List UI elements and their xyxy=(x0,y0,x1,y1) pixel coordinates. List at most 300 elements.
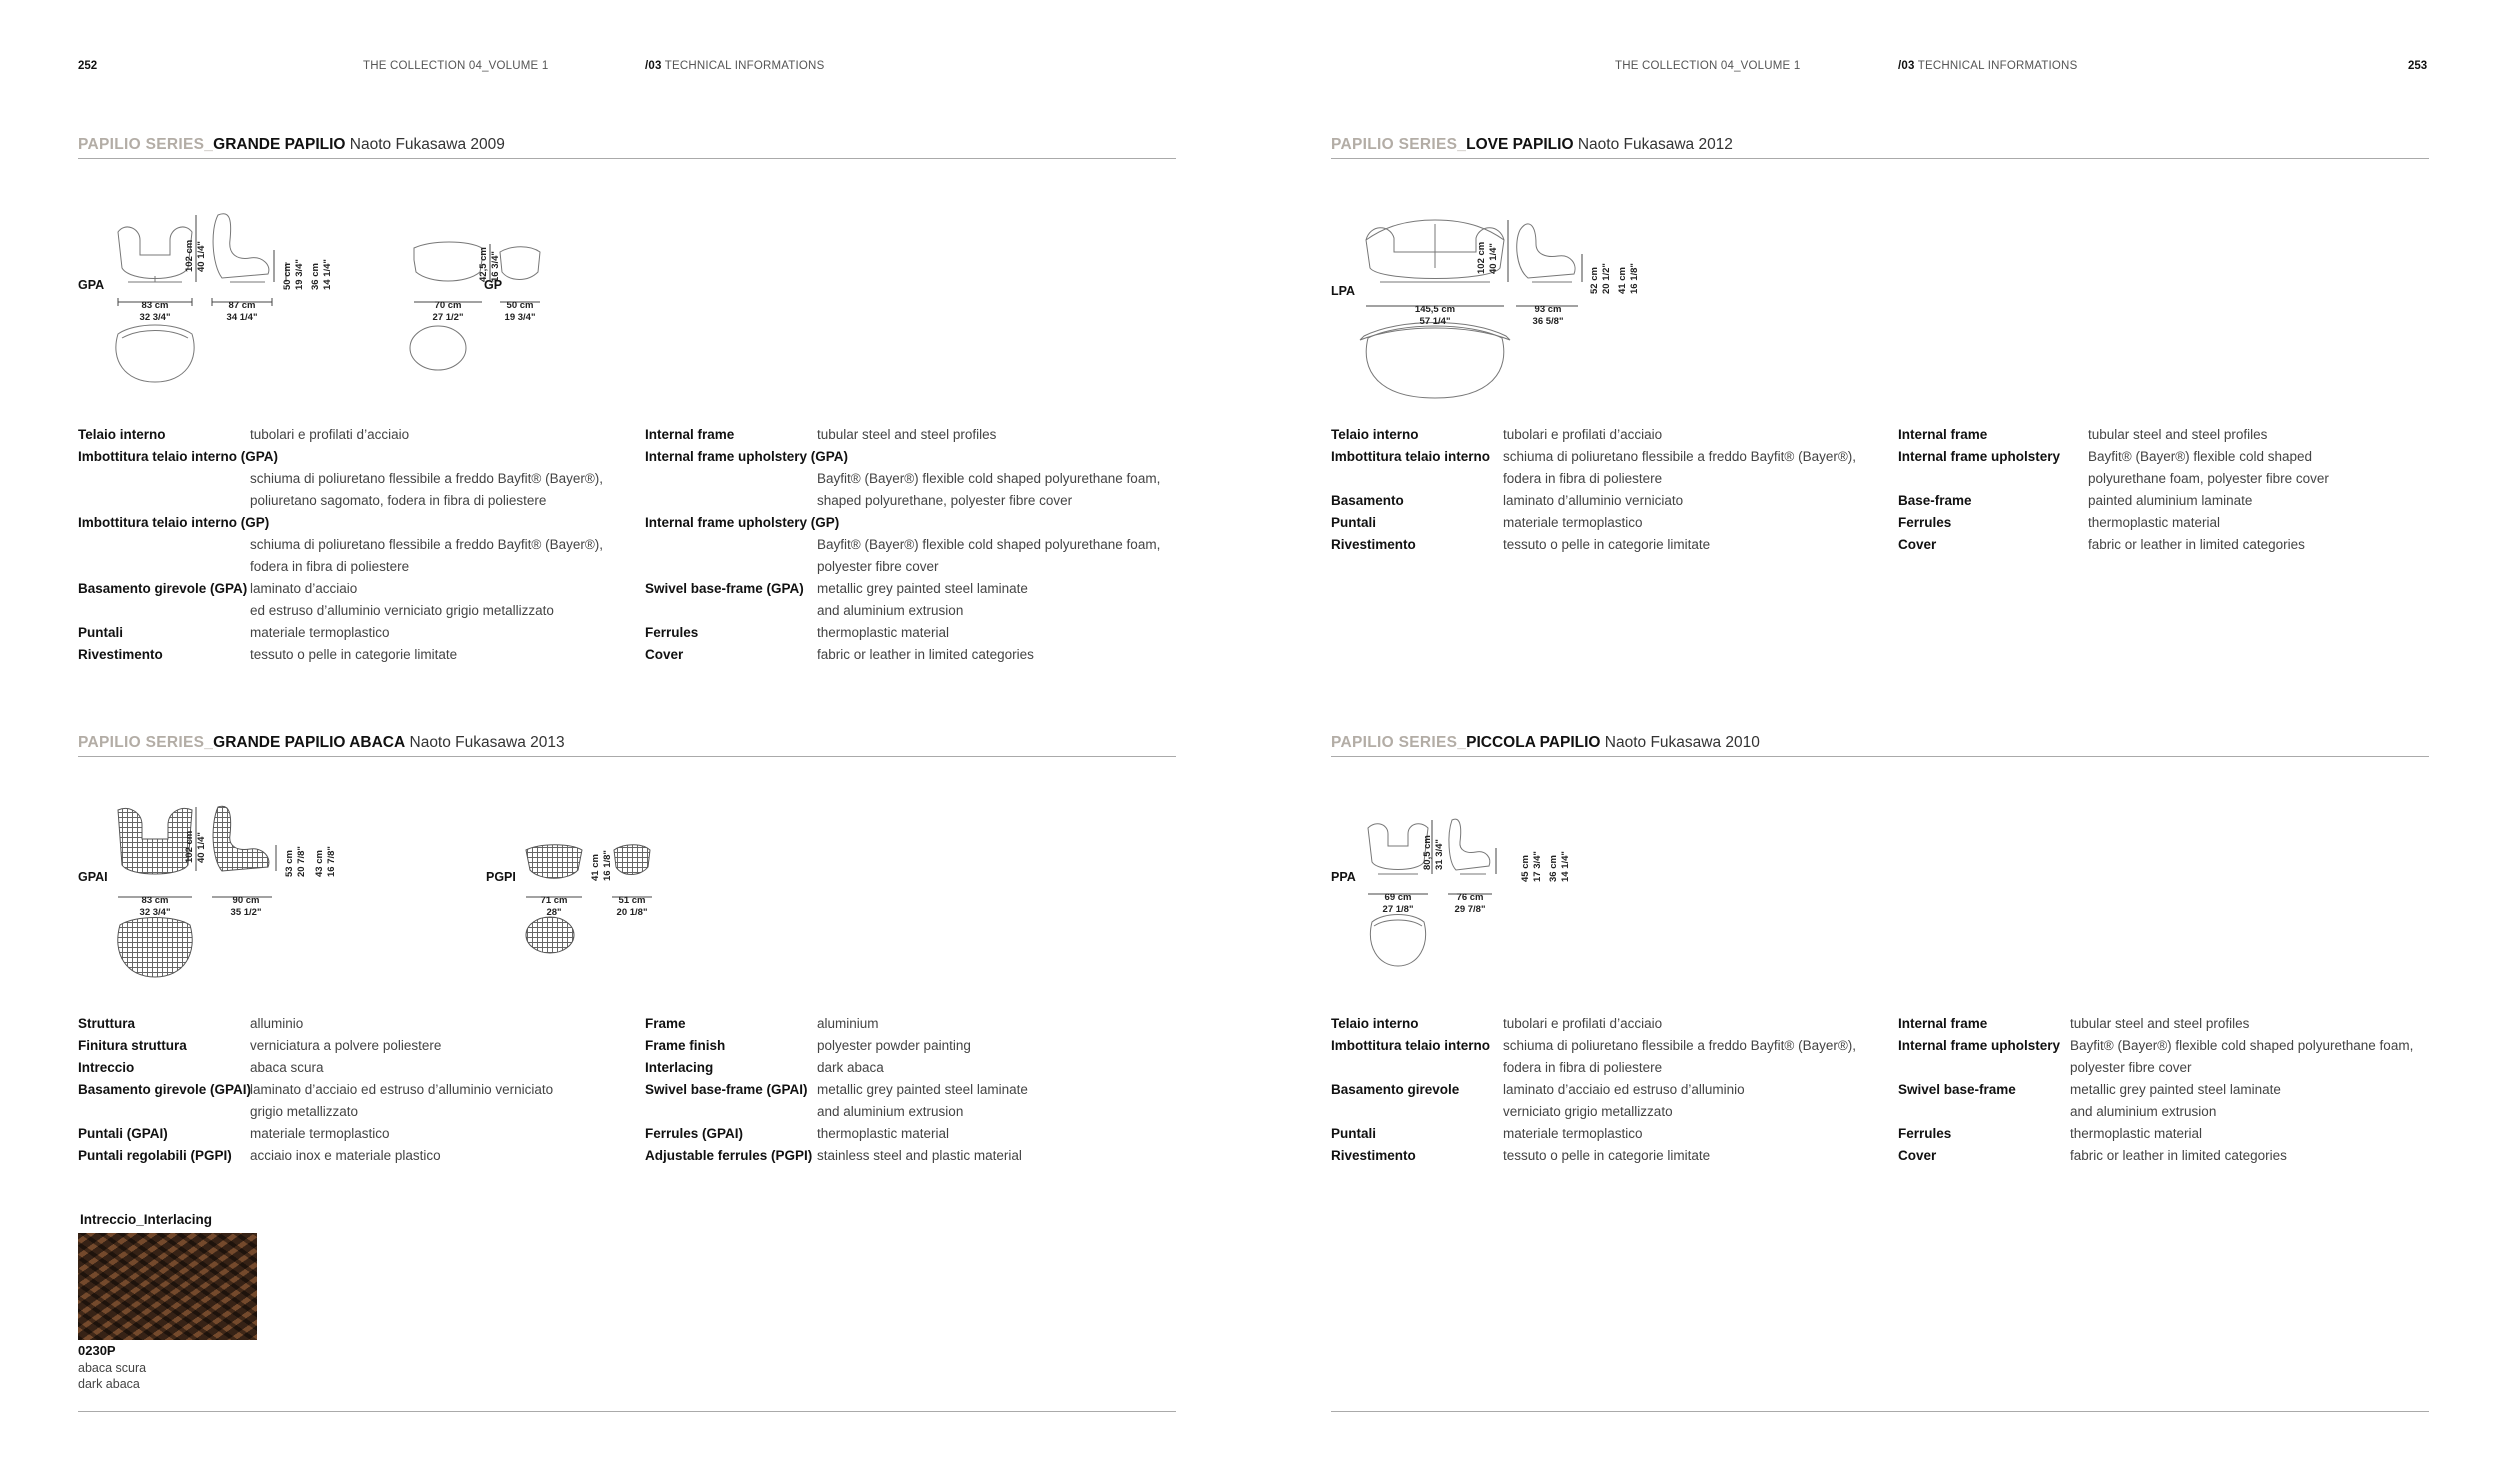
spec-label: Swivel base-frame (GPAI) xyxy=(645,1082,808,1097)
spec-label: Struttura xyxy=(78,1016,135,1031)
spec-row xyxy=(78,424,603,446)
ppa-depth: 76 cm xyxy=(1456,892,1484,903)
spec-row xyxy=(1331,490,1856,512)
collection-title-right: THE COLLECTION 04_VOLUME 1 xyxy=(1615,60,1801,72)
spec-label xyxy=(1898,1057,2070,1079)
spec-label: Puntali xyxy=(1331,515,1377,530)
spec-value: fabric or leather in limited categories xyxy=(2070,1148,2287,1163)
spec-value: and aluminium extrusion xyxy=(2070,1104,2217,1119)
spec-label: Rivestimento xyxy=(1331,1148,1416,1163)
spec-label: Frame xyxy=(645,1016,686,1031)
spec-label xyxy=(645,534,817,556)
gpa-side-view xyxy=(213,214,269,278)
spec-value: verniciatura a polvere poliestere xyxy=(250,1038,442,1053)
spec-value: dark abaca xyxy=(817,1060,884,1075)
ppa-width: 69 cm xyxy=(1384,892,1412,903)
spec-row xyxy=(1331,1035,1856,1057)
spec-value: Bayfit® (Bayer®) flexible cold shaped xyxy=(2088,449,2312,464)
spec-value: polyester fibre cover xyxy=(817,559,939,574)
gp-height: 42,5 cm xyxy=(478,247,489,282)
spec-label: Ferrules xyxy=(645,625,699,640)
spec-value: tessuto o pelle in categorie limitate xyxy=(250,647,458,662)
gpai-depth-in: 35 1/2" xyxy=(230,907,262,918)
spec-label: Intreccio xyxy=(78,1060,135,1075)
spec-row xyxy=(78,512,603,534)
spec-label xyxy=(78,490,250,512)
gpai-seat-height-in: 20 7/8" xyxy=(296,846,307,877)
spec-row xyxy=(78,1123,553,1145)
collection-title-left: THE COLLECTION 04_VOLUME 1 xyxy=(363,60,549,72)
spec-table-it-abaca xyxy=(78,1013,553,1167)
spec-row xyxy=(645,534,1160,556)
gpa-top-view xyxy=(116,325,194,382)
spec-value: verniciato grigio metallizzato xyxy=(1503,1104,1673,1119)
spec-value: tessuto o pelle in categorie limitate xyxy=(1503,537,1711,552)
spec-value: materiale termoplastico xyxy=(250,625,390,640)
spec-label: Telaio interno xyxy=(1331,1016,1419,1031)
spec-value: abaca scura xyxy=(250,1060,324,1075)
spec-row xyxy=(1331,1145,1856,1167)
model-code-gpai: GPAI xyxy=(78,870,108,884)
spec-value: polyester powder painting xyxy=(817,1038,971,1053)
spec-row xyxy=(645,1145,1028,1167)
spec-value: tubular steel and steel profiles xyxy=(2070,1016,2250,1031)
product-name: LOVE PAPILIO xyxy=(1466,136,1574,153)
gpa-arm-height: 36 cm xyxy=(310,263,321,290)
spec-row xyxy=(78,468,603,490)
spec-row xyxy=(1898,490,2329,512)
spec-label: Ferrules xyxy=(1898,515,1952,530)
gpai-depth: 90 cm xyxy=(232,895,260,906)
spec-value: tubolari e profilati d’acciaio xyxy=(250,427,410,442)
gpai-height: 102 cm xyxy=(184,830,195,863)
spec-label: Swivel base-frame xyxy=(1898,1082,2016,1097)
lpa-height-in: 40 1/4" xyxy=(1488,243,1499,274)
gp-width: 70 cm xyxy=(434,300,462,311)
swatch-desc-it: abaca scura xyxy=(78,1361,147,1375)
spec-row xyxy=(1898,1079,2413,1101)
spec-row xyxy=(1898,1145,2413,1167)
spec-row xyxy=(1898,1123,2413,1145)
spec-table-en-love-papilio xyxy=(1898,424,2329,556)
spec-value: polyester fibre cover xyxy=(2070,1060,2192,1075)
spec-row xyxy=(78,644,603,666)
gp-front-view xyxy=(414,242,482,260)
spec-row xyxy=(1331,424,1856,446)
spec-row xyxy=(1331,1013,1856,1035)
ppa-width-in: 27 1/8" xyxy=(1382,904,1414,915)
chapter-title-left xyxy=(645,60,824,72)
spec-label: Ferrules (GPAI) xyxy=(645,1126,744,1141)
spec-label xyxy=(1898,1101,2070,1123)
spec-row xyxy=(1898,1035,2413,1057)
swatch-section-title: Intreccio_Interlacing xyxy=(80,1212,213,1227)
spec-value: schiuma di poliuretano flessibile a freddo Bayfit® (Bayer®), xyxy=(250,471,604,486)
section-title-grande-papilio-abaca xyxy=(78,734,565,752)
product-name: GRANDE PAPILIO ABACA xyxy=(213,734,406,751)
spec-label: Internal frame upholstery (GPA) xyxy=(645,449,849,464)
spec-value: schiuma di poliuretano flessibile a freddo Bayfit® (Bayer®), xyxy=(250,537,604,552)
spec-value: and aluminium extrusion xyxy=(817,1104,964,1119)
ppa-seat-height: 45 cm xyxy=(1520,855,1531,882)
chapter-name: TECHNICAL INFORMATIONS xyxy=(664,60,825,72)
gpa-height-in: 40 1/4" xyxy=(196,241,207,272)
designer-year: Naoto Fukasawa 2009 xyxy=(349,136,505,153)
pgpi-top-view xyxy=(526,917,574,953)
swatch-description xyxy=(78,1360,146,1392)
spec-label: Telaio interno xyxy=(78,427,166,442)
spec-label: Rivestimento xyxy=(78,647,163,662)
spec-row xyxy=(78,1101,553,1123)
gpai-height-in: 40 1/4" xyxy=(196,832,207,863)
spec-row xyxy=(645,468,1160,490)
section-divider xyxy=(1331,158,2429,159)
ppa-seat-height-in: 17 3/4" xyxy=(1532,851,1543,882)
spec-table-en-grande-papilio xyxy=(645,424,1160,666)
spec-value: ed estruso d’alluminio verniciato grigio metallizzato xyxy=(250,603,554,618)
section-divider xyxy=(1331,756,2429,757)
spec-row xyxy=(1898,468,2329,490)
section-divider xyxy=(78,158,1176,159)
swatch-desc-en: dark abaca xyxy=(78,1377,140,1391)
spec-label xyxy=(645,556,817,578)
spec-row xyxy=(78,1013,553,1035)
spec-value: thermoplastic material xyxy=(817,1126,950,1141)
spec-label: Ferrules xyxy=(1898,1126,1952,1141)
spec-label: Internal frame xyxy=(1898,427,1988,442)
designer-year: Naoto Fukasawa 2010 xyxy=(1604,734,1760,751)
gp-top-view xyxy=(410,326,466,370)
swatch-dark-abaca xyxy=(78,1233,257,1340)
love-papilio-drawing xyxy=(1360,210,1660,400)
spec-row xyxy=(645,1079,1028,1101)
spec-value: materiale termoplastico xyxy=(1503,1126,1643,1141)
lpa-top-view xyxy=(1366,326,1504,398)
spec-row xyxy=(1898,512,2329,534)
spec-row xyxy=(645,1057,1028,1079)
spec-row xyxy=(1331,1101,1856,1123)
product-name: PICCOLA PAPILIO xyxy=(1466,734,1601,751)
spec-row xyxy=(78,1057,553,1079)
spec-label: Adjustable ferrules (PGPI) xyxy=(645,1148,813,1163)
spec-label xyxy=(645,490,817,512)
grande-papilio-drawing xyxy=(100,210,560,385)
spec-table-it-love-papilio xyxy=(1331,424,1856,556)
spec-row xyxy=(78,1079,553,1101)
spec-row xyxy=(1331,512,1856,534)
gpai-side-view xyxy=(213,806,269,871)
spec-table-it-grande-papilio xyxy=(78,424,603,666)
gp-height-in: 16 3/4" xyxy=(490,251,501,282)
spec-label: Puntali xyxy=(1331,1126,1377,1141)
lpa-side-view xyxy=(1517,224,1575,278)
spec-value: thermoplastic material xyxy=(817,625,950,640)
spec-value: Bayfit® (Bayer®) flexible cold shaped polyurethane foam, xyxy=(2070,1038,2414,1053)
ppa-side-view xyxy=(1449,819,1490,870)
spec-value: tubular steel and steel profiles xyxy=(817,427,997,442)
spec-row xyxy=(645,578,1160,600)
spec-row xyxy=(1331,1057,1856,1079)
spec-value: schiuma di poliuretano flessibile a freddo Bayfit® (Bayer®), xyxy=(1503,1038,1857,1053)
spec-value: grigio metallizzato xyxy=(250,1104,359,1119)
swatch-code: 0230P xyxy=(78,1343,116,1358)
series-label: PAPILIO SERIES_ xyxy=(1331,136,1467,153)
spec-label: Imbottitura telaio interno (GPA) xyxy=(78,449,278,464)
pgpi-front-view xyxy=(526,845,582,879)
spec-value: metallic grey painted steel laminate xyxy=(817,581,1028,596)
spec-label xyxy=(645,600,817,622)
spec-row xyxy=(645,600,1160,622)
spec-label: Imbottitura telaio interno (GP) xyxy=(78,515,270,530)
ppa-height-in: 31 3/4" xyxy=(1434,839,1445,870)
section-title-piccola-papilio xyxy=(1331,734,1760,752)
spec-row xyxy=(78,490,603,512)
spec-table-it-piccola-papilio xyxy=(1331,1013,1856,1167)
spec-row xyxy=(1898,446,2329,468)
spec-row xyxy=(78,600,603,622)
spec-label: Internal frame xyxy=(645,427,735,442)
spec-value: tubolari e profilati d’acciaio xyxy=(1503,1016,1663,1031)
spec-row xyxy=(645,556,1160,578)
spec-value: and aluminium extrusion xyxy=(817,603,964,618)
lpa-width-in: 57 1/4" xyxy=(1419,316,1451,327)
spec-table-en-piccola-papilio xyxy=(1898,1013,2413,1167)
spec-row xyxy=(78,446,603,468)
spec-value: metallic grey painted steel laminate xyxy=(2070,1082,2281,1097)
spec-row xyxy=(645,1013,1028,1035)
spec-value: painted aluminium laminate xyxy=(2088,493,2253,508)
gpai-width: 83 cm xyxy=(141,895,169,906)
spec-row xyxy=(78,1145,553,1167)
gpa-seat-height-in: 19 3/4" xyxy=(294,259,305,290)
lpa-depth: 93 cm xyxy=(1534,304,1562,315)
spec-label: Puntali xyxy=(78,625,124,640)
spec-value: thermoplastic material xyxy=(2088,515,2221,530)
ppa-top-view xyxy=(1370,915,1425,967)
pgpi-height: 41 cm xyxy=(590,854,601,881)
gpai-top-view xyxy=(118,918,192,978)
spec-label xyxy=(78,556,250,578)
spec-label: Imbottitura telaio interno xyxy=(1331,449,1491,464)
spec-value: fabric or leather in limited categories xyxy=(2088,537,2305,552)
pgpi-width-in: 28" xyxy=(546,907,562,918)
spec-value: tubular steel and steel profiles xyxy=(2088,427,2268,442)
spec-value: poliuretano sagomato, fodera in fibra di poliestere xyxy=(250,493,547,508)
lpa-depth-in: 36 5/8" xyxy=(1532,316,1564,327)
spec-label: Finitura struttura xyxy=(78,1038,187,1053)
spec-value: metallic grey painted steel laminate xyxy=(817,1082,1028,1097)
gpa-depth: 87 cm xyxy=(228,300,256,311)
spec-row xyxy=(1898,534,2329,556)
section-title-grande-papilio xyxy=(78,136,505,154)
spec-label xyxy=(645,1101,817,1123)
spec-label: Internal frame upholstery xyxy=(1898,1038,2061,1053)
spec-row xyxy=(1898,1013,2413,1035)
spec-row xyxy=(1331,1079,1856,1101)
spec-label xyxy=(1331,468,1503,490)
spec-label: Internal frame upholstery (GP) xyxy=(645,515,840,530)
pgpi-height-in: 16 1/8" xyxy=(602,850,613,881)
spec-row xyxy=(78,534,603,556)
spec-value: acciaio inox e materiale plastico xyxy=(250,1148,441,1163)
spec-value: stainless steel and plastic material xyxy=(817,1148,1022,1163)
spec-row xyxy=(645,1035,1028,1057)
spec-row xyxy=(78,556,603,578)
spec-row xyxy=(645,512,1160,534)
gpa-depth-in: 34 1/4" xyxy=(226,312,258,323)
piccola-papilio-drawing xyxy=(1362,818,1592,978)
spec-value: laminato d’acciaio ed estruso d’alluminio verniciato xyxy=(250,1082,554,1097)
spec-label: Basamento girevole xyxy=(1331,1082,1460,1097)
spec-label: Basamento girevole (GPAI) xyxy=(78,1082,252,1097)
spec-label: Basamento xyxy=(1331,493,1404,508)
spec-label xyxy=(1331,1057,1503,1079)
spec-label: Internal frame xyxy=(1898,1016,1988,1031)
spec-row xyxy=(645,424,1160,446)
gpa-front-view xyxy=(118,227,192,279)
gpa-arm-height-in: 14 1/4" xyxy=(322,259,333,290)
page-number-right: 253 xyxy=(2408,60,2428,72)
spec-value: tubolari e profilati d’acciaio xyxy=(1503,427,1663,442)
ppa-height: 80,5 cm xyxy=(1422,835,1433,870)
lpa-arm-height-in: 16 1/8" xyxy=(1629,263,1640,294)
spec-value: shaped polyurethane, polyester fibre cover xyxy=(817,493,1073,508)
model-code-gpa: GPA xyxy=(78,278,105,292)
designer-year: Naoto Fukasawa 2013 xyxy=(409,734,565,751)
lpa-seat-height-in: 20 1/2" xyxy=(1601,263,1612,294)
page-number-left: 252 xyxy=(78,60,98,72)
spec-row xyxy=(78,1035,553,1057)
spec-value: laminato d’acciaio ed estruso d’alluminio xyxy=(1503,1082,1745,1097)
spec-row xyxy=(645,1123,1028,1145)
gpa-width: 83 cm xyxy=(141,300,169,311)
spec-label xyxy=(78,534,250,556)
spec-value: alluminio xyxy=(250,1016,304,1031)
spec-label xyxy=(78,1101,250,1123)
spec-value: schiuma di poliuretano flessibile a freddo Bayfit® (Bayer®), xyxy=(1503,449,1857,464)
series-label: PAPILIO SERIES_ xyxy=(1331,734,1467,751)
section-divider xyxy=(78,756,1176,757)
series-label: PAPILIO SERIES_ xyxy=(78,136,214,153)
spec-row xyxy=(1331,1123,1856,1145)
spec-value: laminato d’acciaio xyxy=(250,581,358,596)
chapter-title-right xyxy=(1898,60,2077,72)
spec-label: Puntali regolabili (PGPI) xyxy=(78,1148,232,1163)
spec-row xyxy=(645,622,1160,644)
gpai-arm-height: 43 cm xyxy=(314,850,325,877)
ppa-arm-height: 36 cm xyxy=(1548,855,1559,882)
spec-row xyxy=(645,446,1160,468)
series-label: PAPILIO SERIES_ xyxy=(78,734,214,751)
spec-value: materiale termoplastico xyxy=(250,1126,390,1141)
spec-row xyxy=(645,490,1160,512)
pgpi-side-view xyxy=(614,845,650,875)
pgpi-depth: 51 cm xyxy=(618,895,646,906)
ppa-depth-in: 29 7/8" xyxy=(1454,904,1486,915)
spec-row xyxy=(645,1101,1028,1123)
spec-label xyxy=(1898,468,2088,490)
spec-label: Rivestimento xyxy=(1331,537,1416,552)
spec-value: Bayfit® (Bayer®) flexible cold shaped polyurethane foam, xyxy=(817,537,1161,552)
model-code-pgpi: PGPI xyxy=(486,870,516,884)
spec-label: Swivel base-frame (GPA) xyxy=(645,581,804,596)
pgpi-depth-in: 20 1/8" xyxy=(616,907,648,918)
gp-depth: 50 cm xyxy=(506,300,534,311)
spec-label: Telaio interno xyxy=(1331,427,1419,442)
spec-value: aluminium xyxy=(817,1016,879,1031)
spec-row xyxy=(1331,534,1856,556)
gpai-front-view xyxy=(118,808,192,874)
gpa-height: 102 cm xyxy=(184,239,195,272)
spec-value: fodera in fibra di poliestere xyxy=(1503,1060,1663,1075)
lpa-arm-height: 41 cm xyxy=(1617,267,1628,294)
spec-value: fabric or leather in limited categories xyxy=(817,647,1034,662)
spec-row xyxy=(645,644,1160,666)
grande-papilio-abaca-drawing xyxy=(100,805,660,985)
spec-label: Internal frame upholstery xyxy=(1898,449,2061,464)
spec-row xyxy=(1331,446,1856,468)
spec-label xyxy=(78,600,250,622)
spec-value: laminato d’alluminio verniciato xyxy=(1503,493,1684,508)
spec-row xyxy=(1331,468,1856,490)
spec-label: Cover xyxy=(1898,537,1937,552)
model-code-ppa: PPA xyxy=(1331,870,1356,884)
spec-value: fodera in fibra di poliestere xyxy=(1503,471,1663,486)
gp-width-in: 27 1/2" xyxy=(432,312,464,323)
spec-value: polyurethane foam, polyester fibre cover xyxy=(2088,471,2329,486)
model-code-gp: GP xyxy=(484,278,503,292)
gpa-seat-height: 50 cm xyxy=(282,263,293,290)
chapter-number: /03 xyxy=(645,60,662,72)
spec-row xyxy=(1898,424,2329,446)
spec-label xyxy=(78,468,250,490)
lpa-seat-height: 52 cm xyxy=(1589,267,1600,294)
gpai-arm-height-in: 16 7/8" xyxy=(326,846,337,877)
ppa-front-view xyxy=(1368,824,1428,870)
pgpi-width: 71 cm xyxy=(540,895,568,906)
gpai-width-in: 32 3/4" xyxy=(139,907,171,918)
designer-year: Naoto Fukasawa 2012 xyxy=(1577,136,1733,153)
spec-table-en-abaca xyxy=(645,1013,1028,1167)
gpai-seat-height: 53 cm xyxy=(284,850,295,877)
gp-depth-in: 19 3/4" xyxy=(504,312,536,323)
ppa-arm-height-in: 14 1/4" xyxy=(1560,851,1571,882)
spec-label: Frame finish xyxy=(645,1038,726,1053)
spec-row xyxy=(78,622,603,644)
spec-value: fodera in fibra di poliestere xyxy=(250,559,410,574)
spec-value: thermoplastic material xyxy=(2070,1126,2203,1141)
spec-label: Imbottitura telaio interno xyxy=(1331,1038,1491,1053)
footer-divider-left xyxy=(78,1411,1176,1412)
spec-value: Bayfit® (Bayer®) flexible cold shaped polyurethane foam, xyxy=(817,471,1161,486)
section-title-love-papilio xyxy=(1331,136,1733,154)
chapter-name: TECHNICAL INFORMATIONS xyxy=(1917,60,2078,72)
chapter-number: /03 xyxy=(1898,60,1915,72)
spec-label: Cover xyxy=(645,647,684,662)
footer-divider-right xyxy=(1331,1411,2429,1412)
model-code-lpa: LPA xyxy=(1331,284,1356,298)
spec-label: Base-frame xyxy=(1898,493,1972,508)
product-name: GRANDE PAPILIO xyxy=(213,136,346,153)
gpa-width-in: 32 3/4" xyxy=(139,312,171,323)
spec-label: Basamento girevole (GPA) xyxy=(78,581,248,596)
lpa-width: 145,5 cm xyxy=(1414,304,1456,315)
spec-label: Puntali (GPAI) xyxy=(78,1126,168,1141)
spec-label xyxy=(645,468,817,490)
spec-label: Cover xyxy=(1898,1148,1937,1163)
lpa-height: 102 cm xyxy=(1476,241,1487,274)
spec-label: Interlacing xyxy=(645,1060,714,1075)
